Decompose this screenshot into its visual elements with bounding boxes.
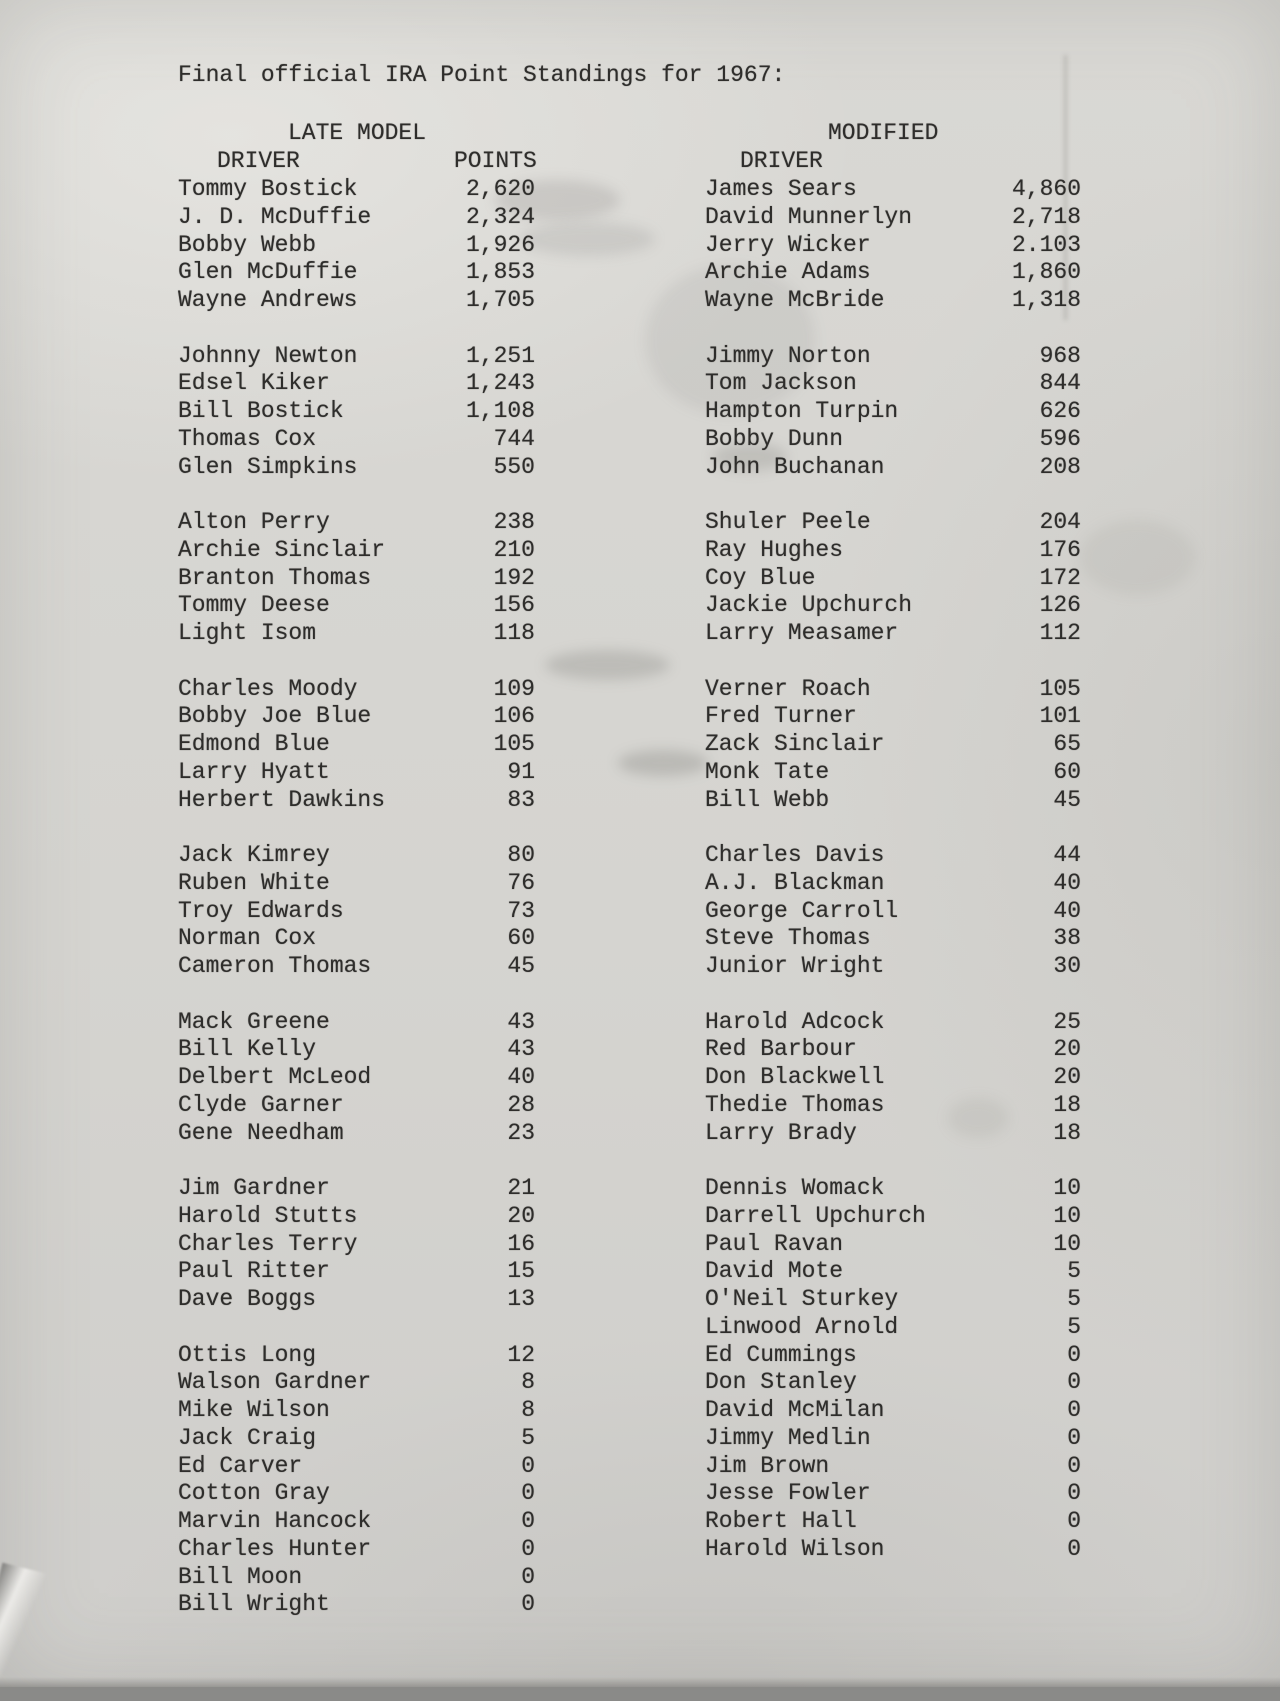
late-model-driver-name: Delbert McLeod: [178, 1064, 372, 1090]
late-model-driver-name: Walson Gardner: [178, 1369, 372, 1396]
late-model-driver-name: Clyde Garner: [178, 1091, 344, 1118]
ink-smudge: [618, 750, 708, 776]
late-model-driver-name: Charles Moody: [178, 675, 358, 702]
late-model-points-value: 0: [521, 1480, 535, 1507]
modified-driver-name: David Mote: [705, 1258, 844, 1285]
late-model-driver-name: Edsel Kiker: [178, 370, 330, 397]
modified-points-value: 10: [1053, 1202, 1081, 1229]
modified-points-value: 0: [1067, 1424, 1081, 1451]
modified-driver-name: Larry Measamer: [705, 620, 899, 646]
modified-driver-name: David McMilan: [705, 1397, 885, 1423]
modified-driver-name: Steve Thomas: [705, 925, 871, 952]
late-model-driver-name: Larry Hyatt: [178, 758, 330, 785]
modified-points-value: 1,860: [1011, 259, 1081, 286]
late-model-driver-name: Archie Sinclair: [178, 536, 386, 563]
late-model-points-value: 23: [507, 1119, 535, 1146]
modified-driver-name: Archie Adams: [705, 259, 871, 286]
late-model-points-value: 210: [493, 536, 535, 563]
modified-points-value: 105: [1039, 675, 1081, 702]
late-model-driver-name: Bill Kelly: [178, 1036, 317, 1063]
modified-driver-name: Jesse Fowler: [705, 1480, 871, 1507]
late-model-driver-name: Paul Ritter: [178, 1258, 330, 1285]
modified-points-value: 18: [1053, 1119, 1081, 1146]
modified-driver-name: Fred Turner: [705, 703, 857, 730]
modified-points-value: 0: [1067, 1508, 1081, 1534]
modified-driver-name: Shuler Peele: [705, 509, 871, 535]
modified-driver-name: Larry Brady: [705, 1119, 857, 1146]
late-model-driver-name: Cotton Gray: [178, 1480, 330, 1507]
late-model-points-value: 1,251: [465, 342, 535, 369]
late-model-driver-name: Herbert Dawkins: [178, 786, 386, 813]
modified-points-value: 38: [1053, 925, 1081, 952]
section-header-modified: MODIFIED: [828, 120, 939, 146]
modified-points-value: 5: [1067, 1286, 1081, 1312]
late-model-driver-name: Dave Boggs: [178, 1286, 317, 1312]
modified-points-value: 0: [1067, 1480, 1081, 1507]
modified-points-value: 172: [1039, 564, 1081, 591]
modified-points-value: 0: [1067, 1535, 1081, 1562]
late-model-points-value: 60: [507, 925, 535, 952]
late-model-driver-name: Edmond Blue: [178, 731, 330, 757]
late-model-driver-name: Wayne Andrews: [178, 287, 358, 313]
late-model-driver-name: Charles Hunter: [178, 1535, 372, 1562]
late-model-points-value: 550: [493, 453, 535, 480]
modified-driver-name: Hampton Turpin: [705, 398, 899, 424]
modified-driver-name: Don Stanley: [705, 1369, 857, 1396]
paper-stain: [1080, 520, 1195, 595]
late-model-points-value: 20: [507, 1202, 535, 1229]
late-model-points-value: 0: [521, 1535, 535, 1562]
late-model-driver-name: Ruben White: [178, 869, 330, 896]
late-model-driver-name: Light Isom: [178, 620, 317, 646]
late-model-driver-name: Bill Wright: [178, 1591, 330, 1618]
modified-points-value: 0: [1067, 1369, 1081, 1396]
modified-driver-name: Robert Hall: [705, 1508, 857, 1534]
modified-points-value: 5: [1067, 1313, 1081, 1340]
page-title: Final official IRA Point Standings for 1967:: [178, 62, 786, 88]
late-model-points-value: 192: [493, 564, 535, 591]
late-model-points-value: 21: [507, 1175, 535, 1201]
late-model-points-value: 1,243: [465, 370, 535, 397]
modified-driver-name: Don Blackwell: [705, 1064, 885, 1090]
modified-driver-name: David Munnerlyn: [705, 203, 913, 230]
modified-points-value: 626: [1039, 398, 1081, 424]
column-header-right-driver: DRIVER: [740, 148, 823, 174]
modified-driver-name: Charles Davis: [705, 842, 885, 868]
late-model-points-value: 8: [521, 1369, 535, 1396]
modified-driver-name: Jerry Wicker: [705, 231, 871, 258]
late-model-points-value: 238: [493, 509, 535, 535]
modified-points-value: 60: [1053, 758, 1081, 785]
late-model-driver-name: Gene Needham: [178, 1119, 344, 1146]
modified-points-value: 45: [1053, 786, 1081, 813]
modified-points-value: 44: [1053, 842, 1081, 868]
late-model-points-value: 28: [507, 1091, 535, 1118]
late-model-points-value: 45: [507, 953, 535, 979]
modified-points-value: 208: [1039, 453, 1081, 480]
late-model-points-value: 1,108: [465, 398, 535, 424]
modified-points-value: 4,860: [1011, 176, 1081, 202]
late-model-driver-name: Bill Bostick: [178, 398, 344, 424]
modified-points-value: 2,718: [1011, 203, 1081, 230]
modified-driver-name: Linwood Arnold: [705, 1313, 899, 1340]
late-model-points-value: 5: [521, 1424, 535, 1451]
late-model-points-value: 76: [507, 869, 535, 896]
section-header-late-model: LATE MODEL: [288, 120, 427, 146]
modified-points-value: 101: [1039, 703, 1081, 730]
modified-points-value: 65: [1053, 731, 1081, 757]
modified-driver-name: Jimmy Norton: [705, 342, 871, 369]
modified-points-value: 10: [1053, 1175, 1081, 1201]
late-model-points-value: 118: [493, 620, 535, 646]
ink-smudge: [520, 222, 655, 256]
late-model-points-value: 73: [507, 897, 535, 924]
modified-driver-name: Bill Webb: [705, 786, 830, 813]
modified-driver-name: Junior Wright: [705, 953, 885, 979]
late-model-driver-name: Glen Simpkins: [178, 453, 358, 480]
late-model-driver-name: Jim Gardner: [178, 1175, 330, 1201]
modified-points-value: 10: [1053, 1230, 1081, 1257]
late-model-driver-name: Alton Perry: [178, 509, 330, 535]
late-model-driver-name: Thomas Cox: [178, 425, 317, 452]
late-model-driver-name: Norman Cox: [178, 925, 317, 952]
late-model-driver-name: Johnny Newton: [178, 342, 358, 369]
late-model-points-value: 83: [507, 786, 535, 813]
late-model-points-value: 80: [507, 842, 535, 868]
late-model-points-value: 43: [507, 1008, 535, 1035]
modified-points-value: 176: [1039, 536, 1081, 563]
modified-driver-name: Thedie Thomas: [705, 1091, 885, 1118]
late-model-points-value: 16: [507, 1230, 535, 1257]
late-model-driver-name: Branton Thomas: [178, 564, 372, 591]
modified-driver-name: Zack Sinclair: [705, 731, 885, 757]
late-model-driver-name: Marvin Hancock: [178, 1508, 372, 1534]
modified-driver-name: A.J. Blackman: [705, 869, 885, 896]
modified-points-value: 596: [1039, 425, 1081, 452]
modified-points-value: 30: [1053, 953, 1081, 979]
modified-driver-name: Harold Adcock: [705, 1008, 885, 1035]
modified-driver-name: Jackie Upchurch: [705, 592, 913, 619]
late-model-driver-name: Cameron Thomas: [178, 953, 372, 979]
late-model-points-value: 1,853: [465, 259, 535, 286]
modified-points-value: 844: [1039, 370, 1081, 397]
modified-points-value: 25: [1053, 1008, 1081, 1035]
late-model-points-value: 0: [521, 1591, 535, 1618]
modified-points-value: 5: [1067, 1258, 1081, 1285]
modified-driver-name: Harold Wilson: [705, 1535, 885, 1562]
modified-points-value: 0: [1067, 1397, 1081, 1423]
modified-driver-name: Darrell Upchurch: [705, 1202, 926, 1229]
late-model-driver-name: Mike Wilson: [178, 1397, 330, 1423]
late-model-driver-name: Bobby Joe Blue: [178, 703, 372, 730]
late-model-points-value: 1,926: [465, 231, 535, 258]
late-model-points-value: 106: [493, 703, 535, 730]
late-model-driver-name: J. D. McDuffie: [178, 203, 372, 230]
late-model-driver-name: Charles Terry: [178, 1230, 358, 1257]
late-model-points-value: 0: [521, 1508, 535, 1534]
late-model-points-value: 91: [507, 758, 535, 785]
modified-driver-name: Ed Cummings: [705, 1341, 857, 1368]
late-model-points-value: 2,620: [465, 176, 535, 202]
late-model-points-value: 40: [507, 1064, 535, 1090]
modified-driver-name: George Carroll: [705, 897, 899, 924]
late-model-points-value: 105: [493, 731, 535, 757]
late-model-driver-name: Bobby Webb: [178, 231, 317, 258]
modified-driver-name: Jim Brown: [705, 1452, 830, 1479]
late-model-driver-name: Ed Carver: [178, 1452, 303, 1479]
late-model-points-value: 0: [521, 1452, 535, 1479]
modified-points-value: 1,318: [1011, 287, 1081, 313]
late-model-points-value: 13: [507, 1286, 535, 1312]
modified-driver-name: Ray Hughes: [705, 536, 844, 563]
late-model-points-value: 2,324: [465, 203, 535, 230]
late-model-points-value: 15: [507, 1258, 535, 1285]
modified-driver-name: Jimmy Medlin: [705, 1424, 871, 1451]
modified-points-value: 2.103: [1011, 231, 1081, 258]
late-model-points-value: 43: [507, 1036, 535, 1063]
modified-driver-name: Coy Blue: [705, 564, 816, 591]
late-model-points-value: 109: [493, 675, 535, 702]
late-model-points-value: 0: [521, 1563, 535, 1590]
modified-driver-name: James Sears: [705, 176, 857, 202]
late-model-driver-name: Troy Edwards: [178, 897, 344, 924]
page-edge-shadow: [0, 1677, 1280, 1687]
modified-points-value: 40: [1053, 869, 1081, 896]
modified-points-value: 0: [1067, 1341, 1081, 1368]
ink-smudge: [545, 650, 670, 680]
late-model-driver-name: Ottis Long: [178, 1341, 317, 1368]
modified-points-value: 0: [1067, 1452, 1081, 1479]
modified-points-value: 18: [1053, 1091, 1081, 1118]
modified-driver-name: Paul Ravan: [705, 1230, 844, 1257]
modified-points-value: 20: [1053, 1036, 1081, 1063]
late-model-driver-name: Jack Kimrey: [178, 842, 330, 868]
modified-points-value: 204: [1039, 509, 1081, 535]
modified-driver-name: Red Barbour: [705, 1036, 857, 1063]
modified-driver-name: Wayne McBride: [705, 287, 885, 313]
late-model-driver-name: Mack Greene: [178, 1008, 330, 1035]
modified-driver-name: O'Neil Sturkey: [705, 1286, 899, 1312]
modified-points-value: 126: [1039, 592, 1081, 619]
column-header-left-driver: DRIVER: [217, 148, 300, 174]
late-model-points-value: 12: [507, 1341, 535, 1368]
modified-driver-name: Verner Roach: [705, 675, 871, 702]
modified-points-value: 968: [1039, 342, 1081, 369]
column-header-left-points: POINTS: [454, 148, 537, 174]
late-model-driver-name: Tommy Deese: [178, 592, 330, 619]
late-model-driver-name: Bill Moon: [178, 1563, 303, 1590]
modified-points-value: 40: [1053, 897, 1081, 924]
late-model-driver-name: Tommy Bostick: [178, 176, 358, 202]
late-model-points-value: 156: [493, 592, 535, 619]
late-model-driver-name: Glen McDuffie: [178, 259, 358, 286]
modified-driver-name: John Buchanan: [705, 453, 885, 480]
modified-driver-name: Bobby Dunn: [705, 425, 844, 452]
late-model-driver-name: Harold Stutts: [178, 1202, 358, 1229]
modified-points-value: 20: [1053, 1064, 1081, 1090]
late-model-points-value: 744: [493, 425, 535, 452]
late-model-points-value: 1,705: [465, 287, 535, 313]
late-model-driver-name: Jack Craig: [178, 1424, 317, 1451]
modified-points-value: 112: [1039, 620, 1081, 646]
modified-driver-name: Monk Tate: [705, 758, 830, 785]
modified-driver-name: Tom Jackson: [705, 370, 857, 397]
late-model-points-value: 8: [521, 1397, 535, 1423]
modified-driver-name: Dennis Womack: [705, 1175, 885, 1201]
